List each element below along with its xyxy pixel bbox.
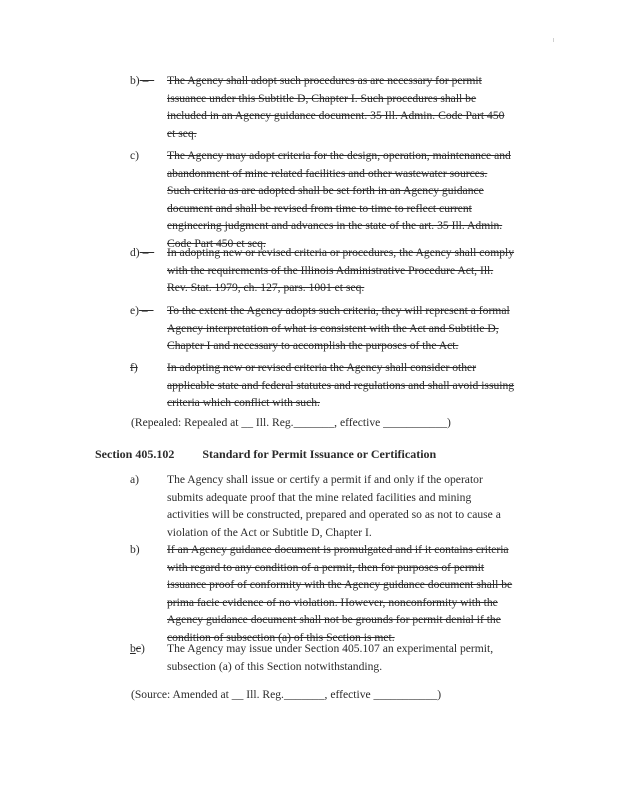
source-note: (Source: Amended at __ Ill. Reg._______, effective ___________)	[131, 688, 442, 701]
section-title: Standard for Permit Issuance or Certification	[202, 447, 437, 461]
repealed-note: (Repealed: Repealed at __ Ill. Reg._______, effective ___________)	[131, 416, 451, 429]
scan-mark	[553, 38, 554, 42]
paragraph-label: b) –	[130, 74, 155, 87]
paragraph-text: To the extent the Agency adopts such criteria, they will represent a formal Agency interpretation of what is consistent with the Act and Subtitle D, Chapter I and necessary to accomplish the purposes of the Act.	[167, 304, 510, 352]
section-number: Section 405.102	[95, 447, 175, 461]
paragraph-label: a)	[130, 473, 140, 486]
paragraph-label: f)	[130, 361, 138, 374]
paragraph-label: c)	[130, 149, 140, 162]
paragraph-label: d) –	[130, 246, 155, 259]
paragraph-text: The Agency shall issue or certify a permit if and only if the operator submits adequate proof that the mine related facilities and mining activities will be constructed, prepared and operated so as not to cause a violation of the Act or Subtitle D, Chapter I.	[167, 473, 501, 539]
paragraph-text: If an Agency guidance document is promulgated and if it contains criteria with regard to any condition of a permit, then for purposes of permit issuance proof of conformity with the Agency guidance document shall be prima facie evidence of no violation. However, nonconformity with the Agency guidance document shall not be grounds for permit denial if the condition of subsection (a) of this Section is met.	[167, 543, 513, 644]
paragraph-text: The Agency may issue under Section 405.107 an experimental permit, subsection (a) of this Section notwithstanding.	[167, 642, 494, 673]
paragraph-label: b)	[130, 543, 140, 556]
paragraph-text: The Agency shall adopt such procedures as are necessary for permit issuance under this Subtitle D, Chapter I. Such procedures shall be included in an Agency guidance document. 35 Ill. Admin. Code Part 450 et seq.	[167, 74, 505, 140]
paragraph-text: The Agency may adopt criteria for the design, operation, maintenance and abandonment of mine related facilities and other wastewater sources. Such criteria as are adopted shall be set forth in an Agency guidance document and shall be revised from time to time to reflect current engineering judgment and advances in the state of the art. 35 Ill. Admin. Code Part 450 et seq.	[167, 149, 511, 250]
paragraph-label: e) –	[130, 304, 154, 317]
paragraph-text: In adopting new or revised criteria or procedures, the Agency shall comply with the requirements of the Illinois Administrative Procedure Act, Ill. Rev. Stat. 1979, ch. 127, pars. 1001 et seq.	[167, 246, 515, 294]
paragraph-text: In adopting new or revised criteria the Agency shall consider other applicable state and federal statutes and regulations and shall avoid issuing criteria which conflict with such.	[167, 361, 515, 409]
section-heading	[95, 447, 436, 462]
paragraph-label: bc)	[130, 642, 145, 655]
